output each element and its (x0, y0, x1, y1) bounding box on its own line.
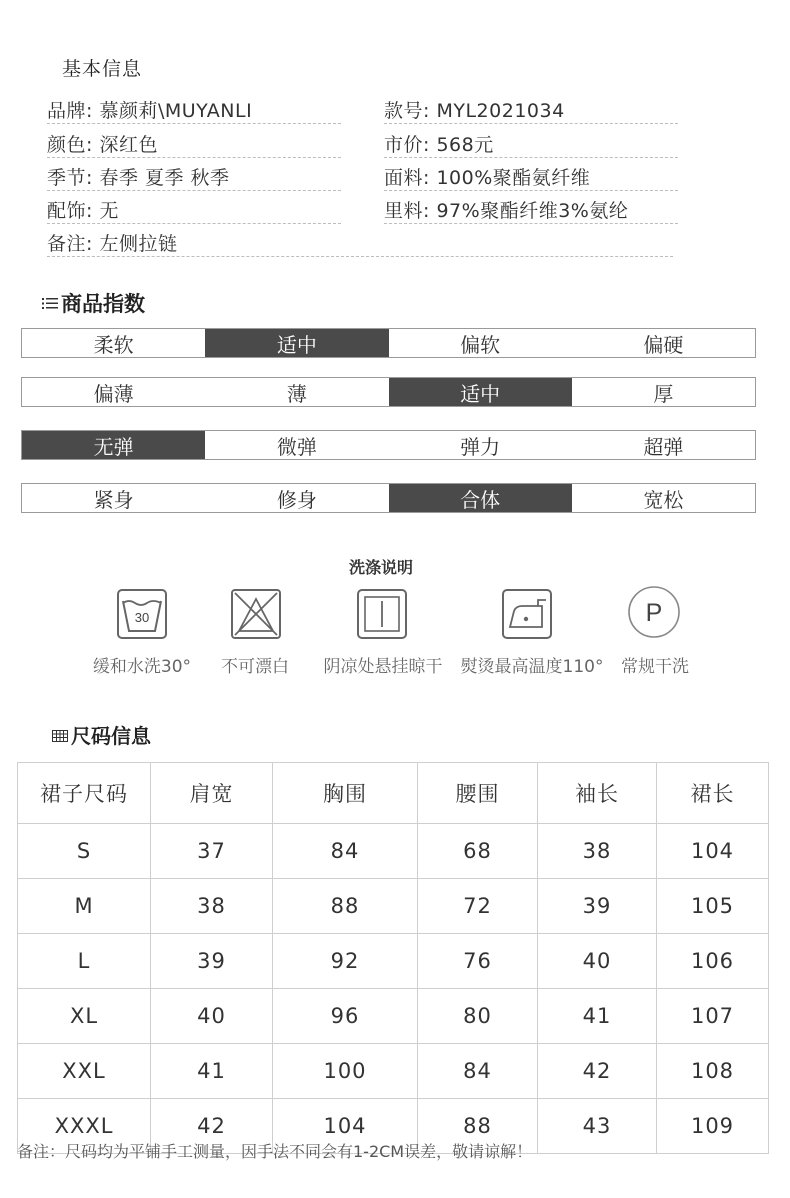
table-cell: 41 (151, 1044, 273, 1099)
table-cell: 38 (538, 824, 657, 879)
info-left-2 (47, 163, 230, 190)
wash-temp-text: 30 (134, 610, 150, 625)
info-label: 颜色 (47, 134, 87, 156)
wash-title: 洗涤说明 (348, 558, 413, 577)
table-cell: 39 (538, 879, 657, 934)
table-cell: 39 (151, 934, 273, 989)
info-separator: : (423, 167, 437, 189)
size-header (52, 720, 151, 749)
iron-icon (502, 589, 552, 639)
wash-label-line-dry: 阴凉处悬挂晾干 (323, 657, 443, 677)
grid-icon (52, 728, 68, 742)
table-cell: XXXL (18, 1099, 151, 1154)
wash-label-no-bleach: 不可漂白 (221, 657, 289, 677)
index-option: 柔软 (93, 332, 134, 357)
basic-info-title: 基本信息 (62, 58, 143, 80)
index-header (42, 288, 145, 318)
info-separator: : (86, 233, 100, 255)
index-option: 宽松 (643, 487, 684, 512)
table-row (18, 824, 769, 879)
table-cell: 42 (538, 1044, 657, 1099)
dry-clean-letter: P (645, 599, 663, 627)
info-label: 备注 (47, 233, 87, 255)
dashed-divider (47, 157, 341, 158)
info-value: 100%聚酯氨纤维 (436, 167, 591, 189)
table-cell: 40 (151, 989, 273, 1044)
info-separator: : (86, 167, 100, 189)
info-left-3 (47, 196, 119, 223)
table-cell: 104 (657, 824, 769, 879)
info-value: 左侧拉链 (99, 233, 178, 255)
info-separator: : (423, 134, 437, 156)
index-option: 紧身 (93, 487, 134, 512)
info-right-0 (384, 96, 565, 123)
info-separator: : (423, 100, 437, 122)
info-label: 配饰 (47, 200, 87, 222)
index-option: 超弹 (643, 434, 684, 459)
info-left-4 (47, 229, 177, 256)
dashed-divider (47, 190, 341, 191)
size-column-header: 裙子尺码 (18, 763, 151, 824)
wash-30-icon (117, 589, 167, 639)
size-note: 备注：尺码均为平铺手工测量，因手法不同会有1-2CM误差，敬请谅解！ (17, 1142, 533, 1161)
index-option-selected: 适中 (205, 329, 388, 357)
info-value: 慕颜莉\MUYANLI (99, 100, 253, 122)
info-right-2 (384, 163, 590, 190)
dashed-divider (384, 123, 678, 124)
info-separator: : (86, 100, 100, 122)
info-right-1 (384, 130, 494, 157)
index-option-selected: 适中 (389, 378, 572, 406)
table-cell: 84 (273, 824, 418, 879)
size-column-header: 袖长 (538, 763, 657, 824)
index-row (21, 483, 756, 513)
size-column-header: 裙长 (657, 763, 769, 824)
index-option: 薄 (286, 381, 307, 406)
size-column-header: 胸围 (273, 763, 418, 824)
index-row (21, 328, 756, 358)
info-left-0 (47, 96, 252, 123)
table-cell: 108 (657, 1044, 769, 1099)
info-value: 春季 夏季 秋季 (99, 167, 230, 189)
info-label: 里料 (384, 200, 424, 222)
index-row (21, 430, 756, 460)
table-cell: 105 (657, 879, 769, 934)
info-value: 97%聚酯纤维3%氨纶 (436, 200, 629, 222)
table-cell: 88 (418, 1099, 538, 1154)
index-option: 微弹 (276, 434, 317, 459)
info-right-3 (384, 196, 628, 223)
info-label: 品牌 (47, 100, 87, 122)
dashed-divider (47, 256, 673, 257)
table-cell: 41 (538, 989, 657, 1044)
table-cell: 43 (538, 1099, 657, 1154)
dashed-divider (384, 223, 678, 224)
index-option: 偏硬 (643, 332, 684, 357)
index-row (21, 377, 756, 407)
table-cell: 80 (418, 989, 538, 1044)
table-cell: M (18, 879, 151, 934)
table-row (18, 879, 769, 934)
table-cell: XXL (18, 1044, 151, 1099)
size-table-header (18, 763, 769, 824)
table-cell: L (18, 934, 151, 989)
index-title: 商品指数 (61, 292, 145, 316)
index-option: 修身 (276, 487, 317, 512)
info-value: 深红色 (99, 134, 158, 156)
wash-label-iron: 熨烫最高温度110° (460, 657, 604, 677)
info-label: 面料 (384, 167, 424, 189)
table-cell: 88 (273, 879, 418, 934)
table-cell: 42 (151, 1099, 273, 1154)
dashed-divider (47, 223, 341, 224)
info-value: MYL2021034 (436, 100, 565, 122)
no-bleach-icon (231, 589, 281, 639)
info-label: 款号 (384, 100, 424, 122)
index-option-selected: 合体 (389, 484, 572, 512)
dashed-divider (384, 157, 678, 158)
wash-label-dry-clean: 常规干洗 (621, 657, 689, 677)
index-option-selected: 无弹 (22, 431, 205, 459)
info-label: 季节 (47, 167, 87, 189)
table-cell: 106 (657, 934, 769, 989)
table-row (18, 989, 769, 1044)
table-cell: 68 (418, 824, 538, 879)
wash-label-30: 缓和水洗30° (92, 657, 192, 677)
dashed-divider (47, 123, 341, 124)
table-cell: 38 (151, 879, 273, 934)
size-column-header: 腰围 (418, 763, 538, 824)
line-dry-shade-icon (357, 589, 407, 639)
table-cell: S (18, 824, 151, 879)
dashed-divider (384, 190, 678, 191)
table-cell: 104 (273, 1099, 418, 1154)
list-icon (42, 296, 58, 310)
index-option: 偏薄 (93, 381, 134, 406)
table-cell: 84 (418, 1044, 538, 1099)
index-option: 偏软 (460, 332, 501, 357)
info-value: 568元 (436, 134, 494, 156)
table-cell: 100 (273, 1044, 418, 1099)
table-cell: 72 (418, 879, 538, 934)
index-option: 弹力 (460, 434, 501, 459)
info-separator: : (86, 134, 100, 156)
size-table (17, 762, 769, 1154)
table-cell: 92 (273, 934, 418, 989)
dry-clean-icon (627, 585, 681, 639)
table-cell: 96 (273, 989, 418, 1044)
info-separator: : (423, 200, 437, 222)
info-label: 市价 (384, 134, 424, 156)
info-separator: : (86, 200, 100, 222)
table-row (18, 934, 769, 989)
size-column-header: 肩宽 (151, 763, 273, 824)
table-cell: 37 (151, 824, 273, 879)
table-cell: 76 (418, 934, 538, 989)
table-cell: 107 (657, 989, 769, 1044)
table-cell: XL (18, 989, 151, 1044)
index-option: 厚 (653, 381, 674, 406)
table-row (18, 1044, 769, 1099)
info-value: 无 (99, 200, 119, 222)
info-left-1 (47, 130, 158, 157)
table-cell: 109 (657, 1099, 769, 1154)
table-cell: 40 (538, 934, 657, 989)
size-title: 尺码信息 (71, 724, 151, 748)
